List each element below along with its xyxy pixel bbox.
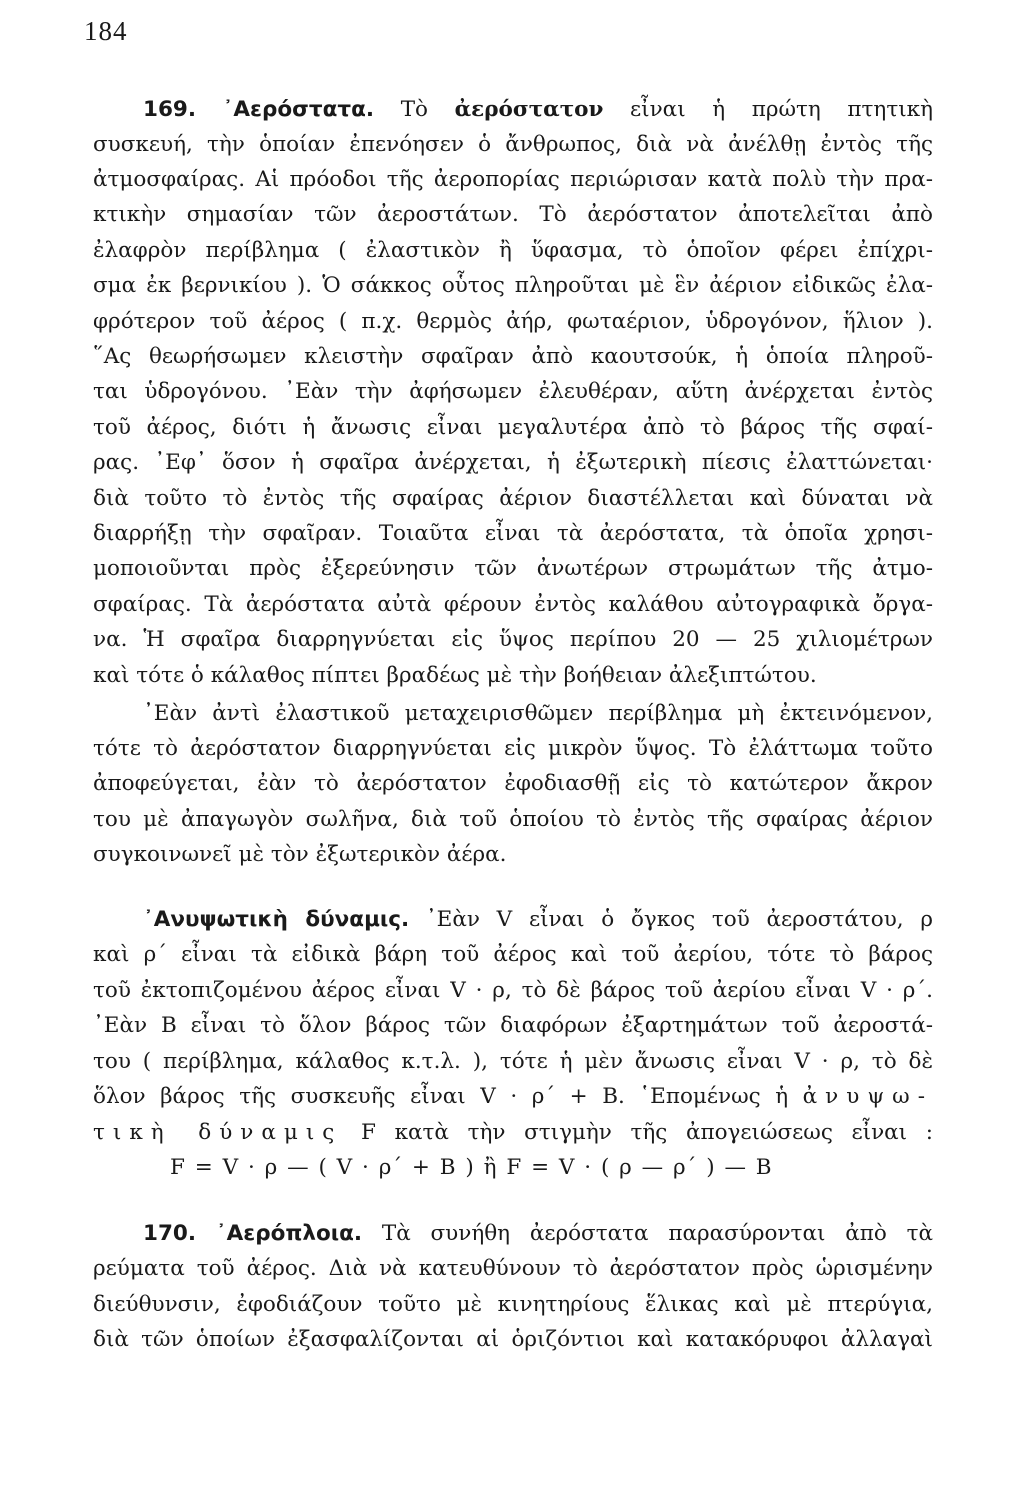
lift-force-line-0: καὶ ρ΄ εἶναι τὰ εἰδικὰ βάρη τοῦ ἀέρος καὶ τοῦ ἀερίου, τότε τὸ βάρος [93,942,933,967]
section-169-p2-line-4: συγκοινωνεῖ μὲ τὸν ἐξωτερικὸν ἀέρα. [93,842,507,867]
section-169-number: 169. [143,97,197,122]
section-169-p2-line-3: του μὲ ἀπαγωγὸν σωλῆνα, διὰ τοῦ ὁποίου τὸ ἐντὸς τῆς σφαίρας ἀέριον [93,807,933,832]
lift-force-after-term: F κατὰ τὴν στιγμὴν τῆς ἀπογειώσεως εἶναι : [361,1120,933,1145]
lift-force-spaced-term-2: τικὴ δύναμις [93,1120,343,1145]
lift-force-heading: ᾿Ανυψωτικὴ δύναμις. [143,907,410,932]
section-169-line-4: ἐλαφρὸν περίβλημα ( ἐλαστικὸν ἢ ὕφασμα, τὸ ὁποῖον φέρει ἐπίχρι- [93,238,933,263]
section-170-line-2: διὰ τῶν ὁποίων ἐξασφαλίζονται αἱ ὁριζόντιοι καὶ κατακόρυφοι ἀλλαγαὶ [93,1327,933,1352]
section-170-first-line: Τὰ συνήθη ἀερόστατα παρασύρονται ἀπὸ τὰ [381,1221,933,1246]
section-169-p2-line-2: ἀποφεύγεται, ἐὰν τὸ ἀερόστατον ἐφοδιασθῇ εἰς τὸ κατώτερον ἄκρον [93,771,933,796]
lift-force-line-4 [93,1082,933,1112]
section-169-line-0: εἶναι ἡ πρώτη πτητικὴ [630,97,933,122]
lift-force-spaced-term-1: ἀνυψω- [802,1084,933,1109]
section-170-line-1: διεύθυνσιν, ἐφοδιάζουν τοῦτο μὲ κινητηρίους ἕλικας καὶ μὲ πτερύγια, [93,1292,933,1317]
section-169-line-12: διαρρήξῃ τὴν σφαῖραν. Τοιαῦτα εἶναι τὰ ἀερόστατα, τὰ ὁποῖα χρησι- [93,521,933,546]
section-169-line-11: διὰ τοῦτο τὸ ἐντὸς τῆς σφαίρας ἀέριον διαστέλλεται καὶ δύναται νὰ [93,486,933,511]
section-169-line-5: σμα ἐκ βερνικίου ). Ὁ σάκκος οὗτος πληροῦται μὲ ἓν ἀέριον εἰδικῶς ἐλα- [93,273,933,298]
section-169-line-14: σφαίρας. Τὰ ἀερόστατα αὐτὰ φέρουν ἐντὸς καλάθου αὐτογραφικὰ ὄργα- [93,592,933,617]
section-170-line-0: ρεύματα τοῦ ἀέρος. Διὰ νὰ κατευθύνουν τὸ ἀερόστατον πρὸς ὡρισμένην [93,1256,933,1281]
lift-force-line-2: ᾿Εὰν B εἶναι τὸ ὅλον βάρος τῶν διαφόρων ἐξαρτημάτων τοῦ ἀεροστά- [93,1013,933,1038]
section-169-line-6: φρότερον τοῦ ἀέρος ( π.χ. θερμὸς ἀήρ, φωταέριον, ὑδρογόνον, ἥλιον ). [93,309,933,334]
section-169-line-9: τοῦ ἀέρος, διότι ἡ ἄνωσις εἶναι μεγαλυτέρα ἀπὸ τὸ βάρος τῆς σφαί- [93,415,933,440]
section-169-line-13: μοποιοῦνται πρὸς ἐξερεύνησιν τῶν ἀνωτέρων στρωμάτων τῆς ἀτμο- [93,556,933,581]
section-170-heading-line [143,1219,933,1249]
lift-force-line-1: τοῦ ἐκτοπιζομένου ἀέρος εἶναι V · ρ, τὸ δὲ βάρος τοῦ ἀερίου εἶναι V · ρ΄. [93,978,933,1003]
section-169-line-16: καὶ τότε ὁ κάλαθος πίπτει βραδέως μὲ τὴν βοήθειαν ἀλεξιπτώτου. [93,663,817,688]
section-169-title: ᾿Αερόστατα. [222,97,375,122]
section-169-line-7: ῞Ας θεωρήσωμεν κλειστὴν σφαῖραν ἀπὸ καουτσούκ, ἡ ὁποία πληροῦ- [93,344,933,369]
section-169-term: ἀερόστατον [454,97,604,122]
lift-force-term-line [93,1118,933,1148]
section-169-line-2: ἀτμοσφαίρας. Αἱ πρόοδοι τῆς ἀεροπορίας περιώρισαν κατὰ πολὺ τὴν πρα- [93,167,933,192]
section-169-p2-line-0: ᾿Εὰν ἀντὶ ἐλαστικοῦ μεταχειρισθῶμεν περίβλημα μὴ ἐκτεινόμενον, [143,701,933,726]
section-169-line-8: ται ὑδρογόνου. ᾿Εὰν τὴν ἀφήσωμεν ἐλευθέραν, αὕτη ἀνέρχεται ἐντὸς [93,379,933,404]
section-169-line-15: να. Ἡ σφαῖρα διαρρηγνύεται εἰς ὕψος περίπου 20 — 25 χιλιομέτρων [93,627,933,652]
page-number: 184 [84,16,128,46]
section-169-line-3: κτικὴν σημασίαν τῶν ἀεροστάτων. Τὸ ἀερόστατον ἀποτελεῖται ἀπὸ [93,202,933,227]
section-169-intro-text: Τὸ [400,97,428,122]
section-169-line-1: συσκευή, τὴν ὁποίαν ἐπενόησεν ὁ ἄνθρωπος, διὰ νὰ ἀνέλθῃ ἐντὸς τῆς [93,132,933,157]
lift-force-formula: F = V · ρ — ( V · ρ΄ + B ) ἢ F = V · ( ρ — ρ΄ ) — B [170,1155,772,1180]
lift-force-heading-line [143,905,933,935]
lift-force-line-4-text: ὅλον βάρος τῆς συσκευῆς εἶναι V · ρ΄ + B. ῾Επομένως ἡ [93,1084,789,1109]
section-169-p2-line-1: τότε τὸ ἀερόστατον διαρρηγνύεται εἰς μικρὸν ὕψος. Τὸ ἐλάττωμα τοῦτο [93,736,933,761]
lift-force-line-3: του ( περίβλημα, κάλαθος κ.τ.λ. ), τότε ἡ μὲν ἄνωσις εἶναι V · ρ, τὸ δὲ [93,1049,933,1074]
section-169-heading-line [143,95,933,125]
section-170-number: 170. [143,1221,197,1246]
section-169-line-10: ρας. ᾿Εφ᾿ ὅσον ἡ σφαῖρα ἀνέρχεται, ἡ ἐξωτερικὴ πίεσις ἐλαττώνεται· [93,450,933,475]
lift-force-first-line: ᾿Εὰν V εἶναι ὁ ὄγκος τοῦ ἀεροστάτου, ρ [425,907,933,932]
section-170-title: ᾿Αερόπλοια. [215,1221,363,1246]
